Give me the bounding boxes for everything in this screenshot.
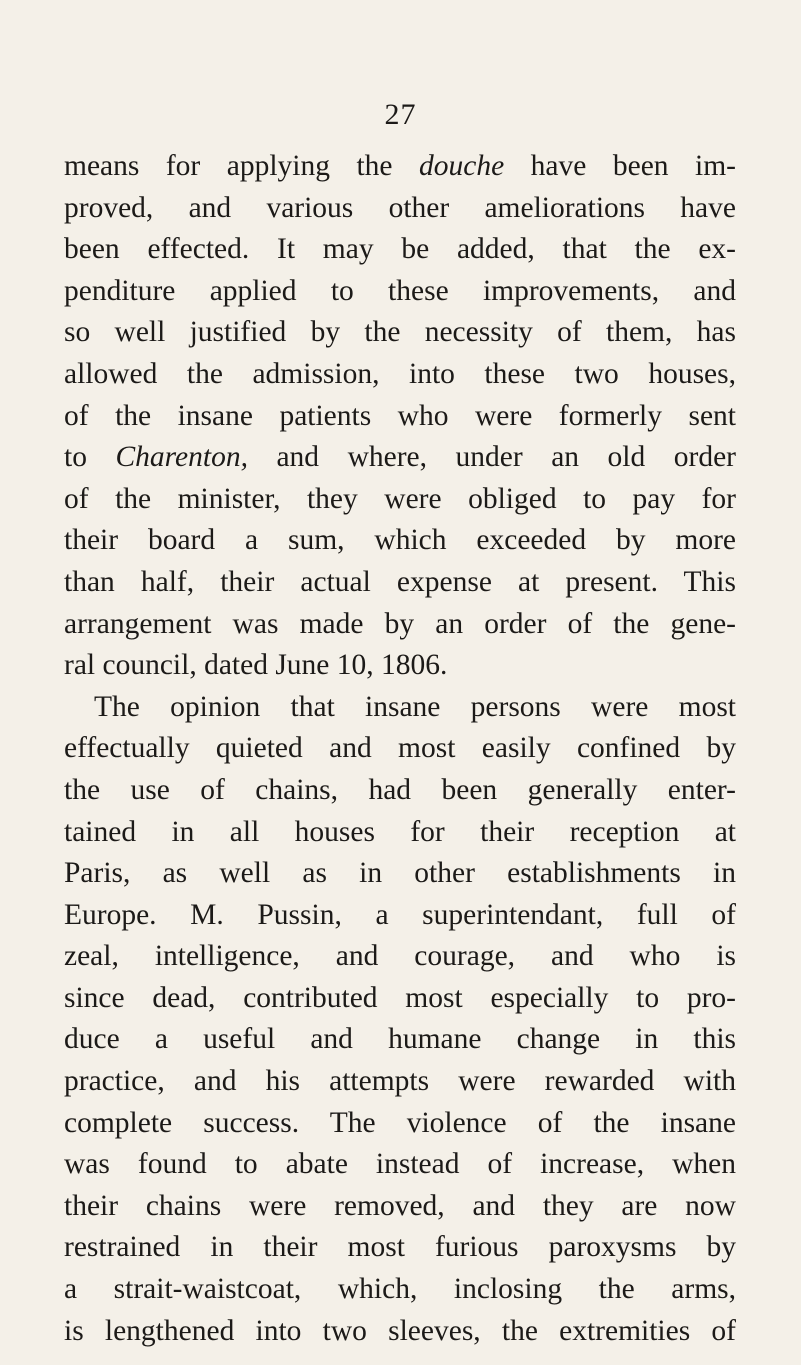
text-run: proved, and various other ameliorations have bbox=[64, 191, 736, 224]
text-run: Paris, as well as in other establishments in bbox=[64, 857, 736, 890]
text-line bbox=[64, 479, 736, 521]
text-run: tained in all houses for their reception at bbox=[64, 815, 736, 848]
text-line bbox=[64, 312, 736, 354]
text-line bbox=[64, 604, 736, 646]
text-line bbox=[64, 936, 736, 978]
text-run: duce a useful and humane change in this bbox=[64, 1023, 736, 1056]
text-line bbox=[64, 1227, 736, 1269]
text-run: zeal, intelligence, and courage, and who is bbox=[64, 940, 736, 973]
text-run: means for applying the bbox=[64, 150, 419, 182]
text-line bbox=[64, 853, 736, 895]
text-run: their board a sum, which exceeded by more bbox=[64, 524, 736, 557]
text-run: The opinion that insane persons were most bbox=[94, 690, 736, 723]
text-line bbox=[64, 770, 736, 812]
text-line bbox=[64, 520, 736, 562]
text-run: is lengthened into two sleeves, the extremities of bbox=[64, 1314, 736, 1347]
italic-text: douche bbox=[419, 150, 505, 182]
text-line bbox=[64, 978, 736, 1020]
text-run: the use of chains, had been generally enter- bbox=[64, 773, 736, 806]
text-run: arrangement was made by an order of the gene- bbox=[64, 607, 736, 640]
text-run: complete success. The violence of the insane bbox=[64, 1106, 736, 1139]
text-line bbox=[64, 271, 736, 313]
text-line bbox=[64, 1311, 736, 1353]
text-line bbox=[64, 562, 736, 604]
text-line bbox=[64, 437, 736, 479]
text-run: allowed the admission, into these two houses, bbox=[64, 357, 736, 390]
text-run: since dead, contributed most especially to pro- bbox=[64, 981, 736, 1014]
text-line bbox=[64, 1019, 736, 1061]
text-run: penditure applied to these improvements, and bbox=[64, 274, 736, 307]
text-line bbox=[64, 895, 736, 937]
text-run: was found to abate instead of increase, when bbox=[64, 1148, 736, 1181]
text-run: have been im- bbox=[504, 150, 736, 182]
text-run: Europe. M. Pussin, a superintendant, full of bbox=[64, 898, 736, 931]
text-line bbox=[64, 188, 736, 230]
text-run: so well justified by the necessity of them, has bbox=[64, 316, 736, 349]
page-number: 27 bbox=[384, 98, 417, 131]
text-line bbox=[64, 396, 736, 438]
text-line bbox=[64, 645, 736, 687]
text-line bbox=[64, 1186, 736, 1228]
text-run: their chains were removed, and they are now bbox=[64, 1189, 736, 1222]
text-run: practice, and his attempts were rewarded with bbox=[64, 1065, 736, 1098]
text-line bbox=[64, 1269, 736, 1311]
text-line bbox=[64, 1144, 736, 1186]
text-line bbox=[64, 229, 736, 271]
text-line bbox=[64, 812, 736, 854]
text-line bbox=[64, 728, 736, 770]
text-line bbox=[64, 146, 736, 188]
text-run: a strait-waistcoat, which, inclosing the arms, bbox=[64, 1273, 736, 1306]
text-run: restrained in their most furious paroxysms by bbox=[64, 1231, 736, 1264]
body-text bbox=[64, 146, 736, 1352]
text-run: ral council, dated June 10, 1806. bbox=[64, 649, 448, 682]
text-run: been effected. It may be added, that the ex- bbox=[64, 233, 736, 266]
text-line bbox=[64, 687, 736, 729]
text-run: of the insane patients who were formerly sent bbox=[64, 399, 736, 432]
text-run: effectually quieted and most easily confined by bbox=[64, 732, 736, 765]
text-line bbox=[64, 1103, 736, 1145]
text-run: and where, under an old order bbox=[247, 441, 737, 474]
text-line bbox=[64, 1061, 736, 1103]
text-run: of the minister, they were obliged to pay for bbox=[64, 482, 736, 515]
italic-text: Charenton, bbox=[115, 441, 248, 474]
text-run: than half, their actual expense at present. This bbox=[64, 565, 736, 598]
text-run: to bbox=[64, 441, 116, 474]
text-line bbox=[64, 354, 736, 396]
